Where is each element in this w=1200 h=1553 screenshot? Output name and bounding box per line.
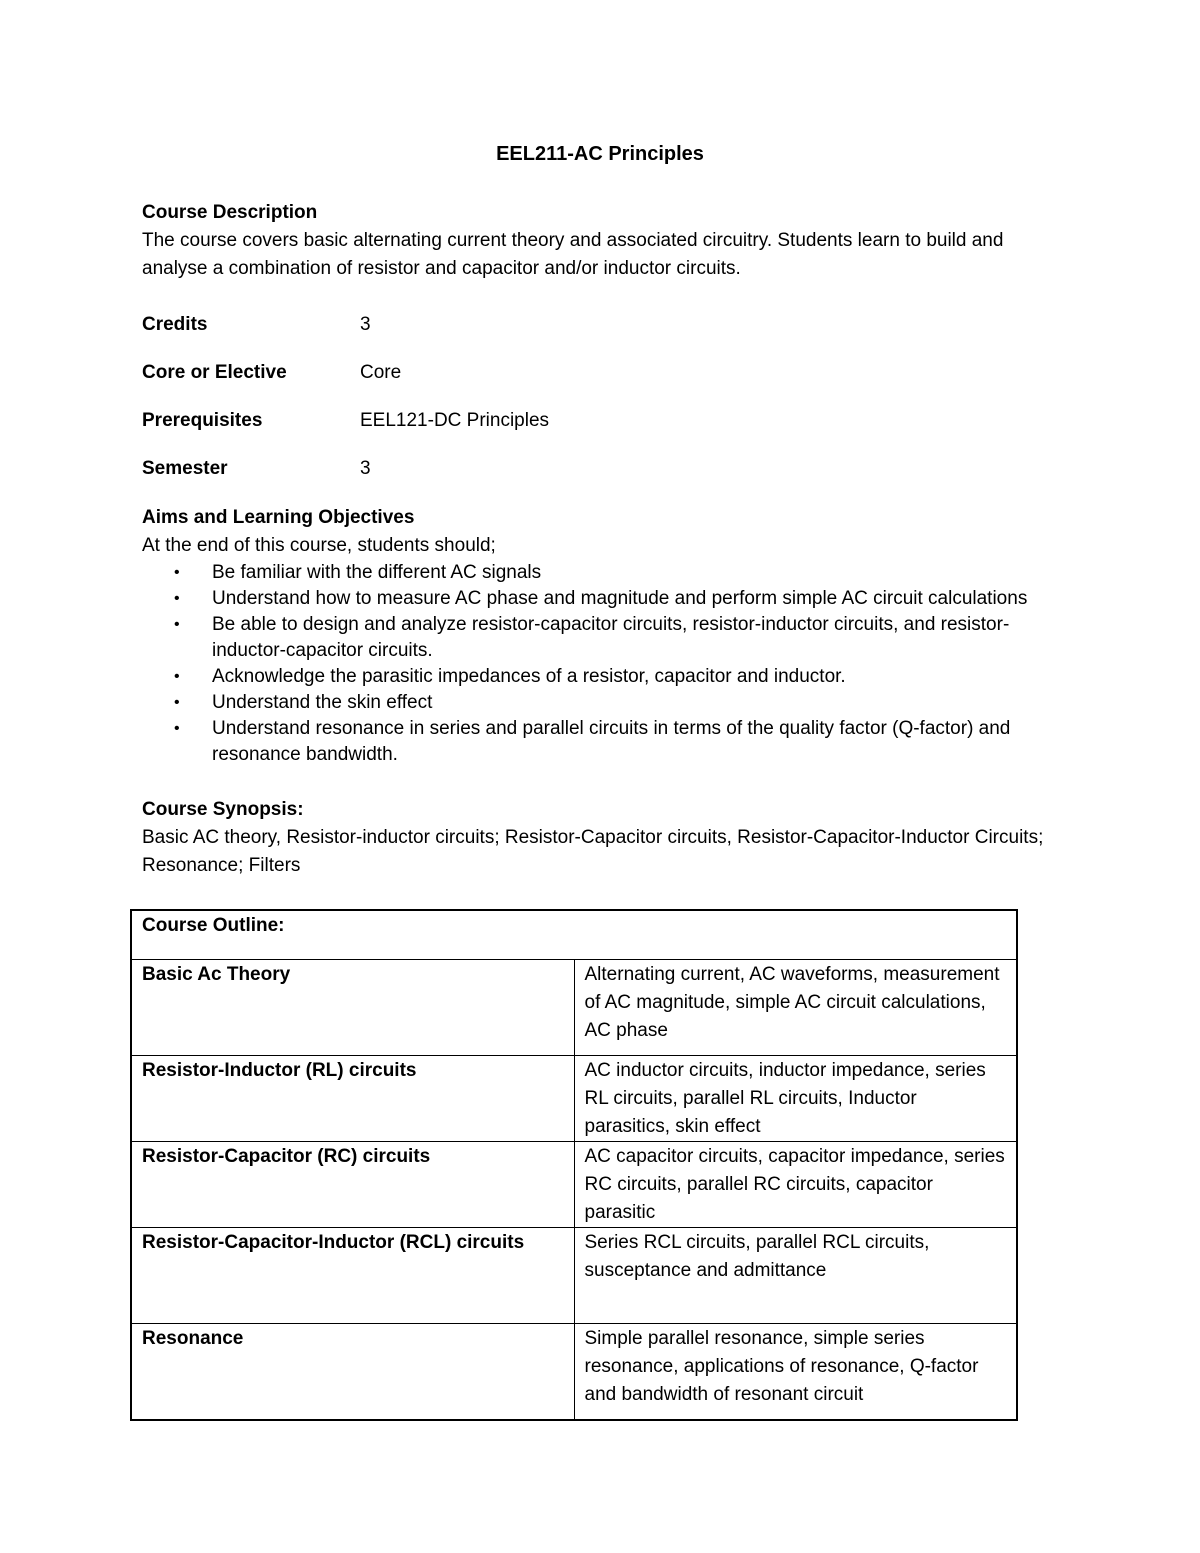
- synopsis-text: Basic AC theory, Resistor-inductor circuits; Resistor-Capacitor circuits, Resistor-Capacitor-Inductor Circuits; Resonance; Filters: [142, 827, 1044, 876]
- bullet-icon: •: [174, 720, 180, 737]
- bullet-icon: •: [174, 590, 180, 607]
- meta-value: Core: [360, 362, 402, 383]
- list-item-text: Be familiar with the different AC signals: [212, 562, 542, 583]
- meta-row-semester: [142, 455, 549, 503]
- outline-content: Series RCL circuits, parallel RCL circuits, susceptance and admittance: [574, 1228, 1017, 1324]
- document-title: EEL211-AC Principles: [496, 143, 704, 165]
- document-body: [142, 199, 1052, 880]
- meta-label: Semester: [142, 458, 228, 479]
- synopsis-section: [142, 796, 1052, 880]
- outline-header-row: [131, 910, 1017, 960]
- meta-row-credits: [142, 311, 549, 359]
- outline-heading: Course Outline:: [131, 910, 1017, 960]
- bullet-icon: •: [174, 616, 180, 633]
- course-outline-table: [130, 909, 1018, 1421]
- bullet-icon: •: [174, 694, 180, 711]
- meta-value: 3: [360, 314, 371, 335]
- outline-topic: Resistor-Inductor (RL) circuits: [131, 1056, 574, 1142]
- outline-content: AC capacitor circuits, capacitor impedance, series RC circuits, parallel RC circuits, capacitor parasitic: [574, 1142, 1017, 1228]
- list-item: [142, 664, 1052, 690]
- bullet-icon: •: [174, 668, 180, 685]
- objectives-list: [142, 560, 1052, 768]
- list-item: [142, 560, 1052, 586]
- outline-content: Alternating current, AC waveforms, measurement of AC magnitude, simple AC circuit calculations, AC phase: [574, 960, 1017, 1056]
- aims-intro: At the end of this course, students should;: [142, 535, 496, 556]
- meta-label: Credits: [142, 314, 208, 335]
- table-row: [131, 1228, 1017, 1324]
- outline-topic: Resistor-Capacitor (RC) circuits: [131, 1142, 574, 1228]
- meta-row-core-elective: [142, 359, 549, 407]
- synopsis-heading: Course Synopsis:: [142, 799, 304, 820]
- list-item: [142, 690, 1052, 716]
- table-row: [131, 960, 1017, 1056]
- table-row: [131, 1142, 1017, 1228]
- list-item-text: Understand how to measure AC phase and magnitude and perform simple AC circuit calculations: [212, 588, 1028, 609]
- list-item: [142, 716, 1052, 768]
- outline-content: Simple parallel resonance, simple series resonance, applications of resonance, Q-factor and bandwidth of resonant circuit: [574, 1324, 1017, 1421]
- course-description-text: The course covers basic alternating current theory and associated circuitry. Students learn to build and analyse a combination of resistor and capacitor and/or inductor circuits.: [142, 230, 1004, 279]
- list-item-text: Understand resonance in series and parallel circuits in terms of the quality factor (Q-factor) and resonance bandwidth.: [212, 718, 1011, 765]
- list-item-text: Be able to design and analyze resistor-capacitor circuits, resistor-inductor circuits, and resistor-inductor-capacitor circuits.: [212, 614, 1010, 661]
- course-meta-table: [142, 311, 549, 503]
- list-item: [142, 586, 1052, 612]
- meta-label: Prerequisites: [142, 410, 263, 431]
- table-row: [131, 1324, 1017, 1421]
- list-item: [142, 612, 1052, 664]
- table-row: [131, 1056, 1017, 1142]
- aims-section: [142, 504, 1052, 768]
- list-item-text: Understand the skin effect: [212, 692, 433, 713]
- meta-label: Core or Elective: [142, 362, 287, 383]
- meta-value: EEL121-DC Principles: [360, 410, 550, 431]
- outline-topic: Basic Ac Theory: [131, 960, 574, 1056]
- outline-content: AC inductor circuits, inductor impedance, series RL circuits, parallel RL circuits, Inductor parasitics, skin effect: [574, 1056, 1017, 1142]
- outline-topic: Resistor-Capacitor-Inductor (RCL) circuits: [131, 1228, 574, 1324]
- course-description-heading: Course Description: [142, 202, 318, 223]
- outline-topic: Resonance: [131, 1324, 574, 1421]
- course-description-section: [142, 199, 1052, 283]
- bullet-icon: •: [174, 564, 180, 581]
- meta-row-prerequisites: [142, 407, 549, 455]
- meta-value: 3: [360, 458, 371, 479]
- aims-heading: Aims and Learning Objectives: [142, 507, 415, 528]
- list-item-text: Acknowledge the parasitic impedances of a resistor, capacitor and inductor.: [212, 666, 846, 687]
